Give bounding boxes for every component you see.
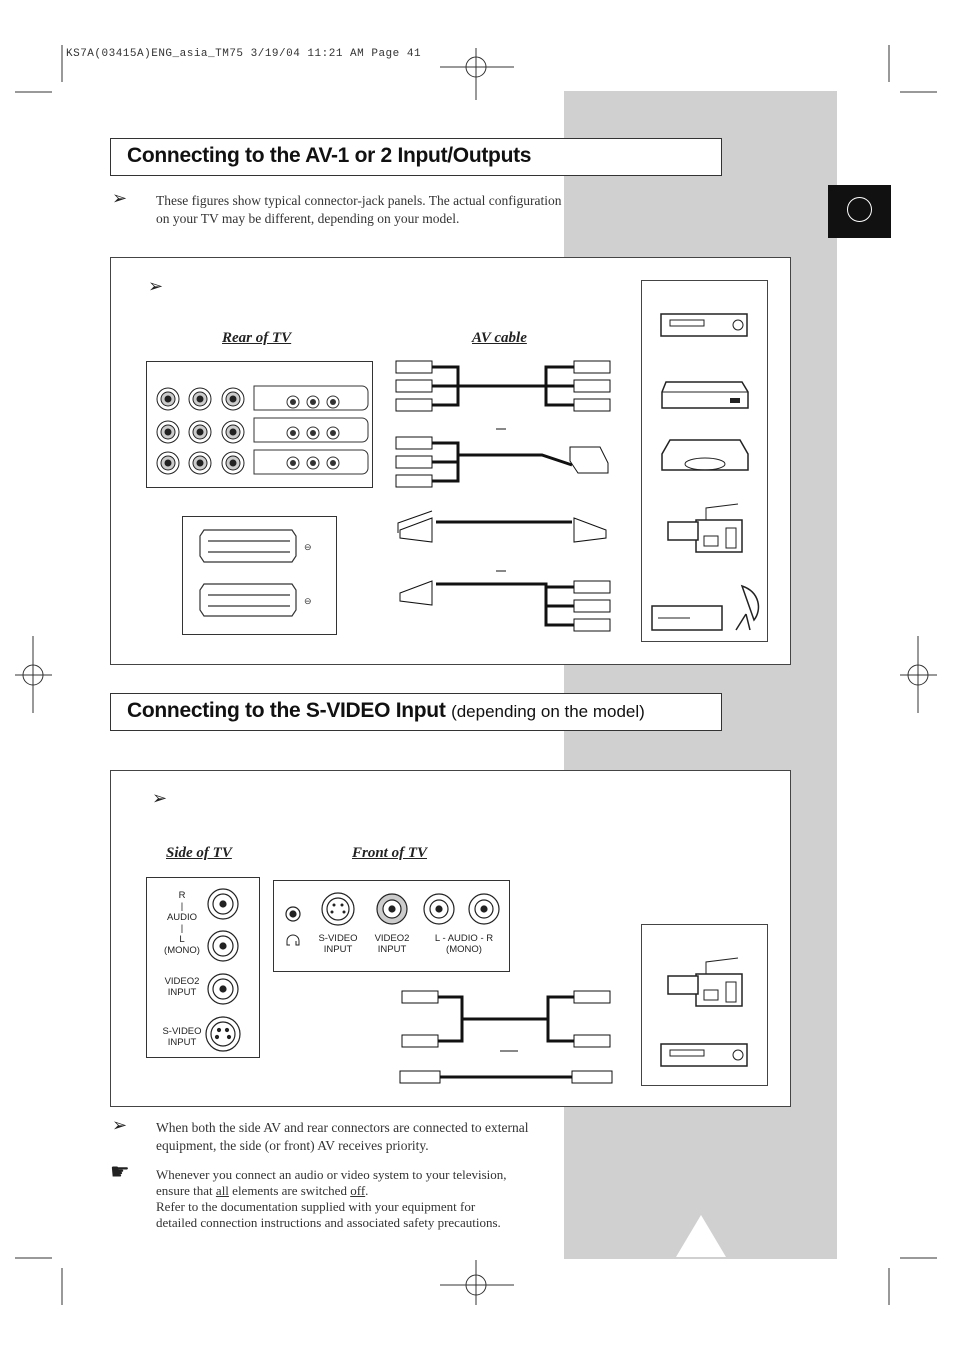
- side-sep1: |: [180, 901, 184, 912]
- side-of-tv-label: Side of TV: [166, 845, 232, 861]
- side-video2-label: [155, 976, 209, 998]
- disc-player-icon: [660, 436, 750, 472]
- section1-title: Connecting to the AV-1 or 2 Input/Outputs: [127, 144, 532, 167]
- front-audio: L - AUDIO - R: [434, 933, 494, 944]
- tip-line2-b: elements are switched: [228, 1183, 351, 1198]
- front-video2-label: [368, 933, 416, 955]
- front-of-tv-label: Front of TV: [352, 845, 428, 861]
- pointing-hand-icon: ☛: [110, 1160, 130, 1185]
- side-video2-1: VIDEO2: [164, 976, 200, 987]
- svg-text:⊖: ⊖: [304, 542, 312, 552]
- tip-all: all: [215, 1183, 229, 1198]
- section1-title-box: [110, 138, 722, 176]
- dvd-player-icon: [660, 378, 750, 412]
- side-l: L: [179, 934, 185, 945]
- rca-jack-icon: [230, 396, 236, 402]
- tip-line2-c: .: [365, 1183, 369, 1198]
- priority-note: When both the side AV and rear connectors are connected to external equipment, the side (or front) AV receives priority.: [156, 1120, 529, 1153]
- rca-jack-icon: [165, 460, 171, 466]
- tip-line3: Refer to the documentation supplied with your equipment for: [156, 1199, 476, 1214]
- tip-line1: Whenever you connect an audio or video system to your television,: [156, 1167, 507, 1182]
- side-svideo-2: INPUT: [167, 1037, 197, 1048]
- av-cable-label: AV cable: [472, 330, 527, 346]
- side-mono: (MONO): [164, 945, 200, 956]
- front-mono: (MONO): [446, 944, 482, 955]
- side-audio: AUDIO: [166, 912, 198, 923]
- front-panel: [273, 880, 510, 972]
- front-video2-2: INPUT: [377, 944, 407, 955]
- satellite-receiver-icon: [650, 580, 764, 634]
- svideo-cables-diagram: [396, 985, 618, 1089]
- camcorder2-icon: [666, 956, 746, 1010]
- side-sep2: |: [180, 923, 184, 934]
- rca-jack-icon: [197, 460, 203, 466]
- side-audio-label: [155, 890, 209, 956]
- front-svideo-2: INPUT: [323, 944, 353, 955]
- tip-off: off: [350, 1183, 366, 1198]
- rca-jack-icon: [165, 396, 171, 402]
- rear-panel-diagram: [146, 361, 374, 489]
- tab-circle-icon: [847, 197, 872, 222]
- scart-panel-diagram: [182, 516, 338, 636]
- rca-jack-icon: [165, 429, 171, 435]
- vcr2-icon: [660, 1040, 750, 1070]
- section2-title: Connecting to the S-VIDEO Input: [127, 699, 446, 722]
- panel2-arrow-icon: ➢: [152, 788, 168, 809]
- rca-jack-icon: [197, 429, 203, 435]
- tip-line2-a: ensure that: [156, 1183, 216, 1198]
- tip-line2: [156, 1183, 556, 1199]
- section1-note: These figures show typical connector-jack panels. The actual configuration on your TV may be different, depending on your model.: [156, 193, 562, 226]
- camcorder-icon: [666, 502, 746, 556]
- page-number-triangle-icon: [676, 1215, 726, 1257]
- side-video2-2: INPUT: [167, 987, 197, 998]
- side-r: R: [178, 890, 186, 901]
- side-panel: [146, 877, 260, 1058]
- rear-of-tv-label: Rear of TV: [222, 330, 292, 346]
- safety-note: [156, 1167, 556, 1231]
- rca-jack-icon: [230, 460, 236, 466]
- front-video2-1: VIDEO2: [374, 933, 410, 944]
- section2-title-box: [110, 693, 722, 731]
- front-svideo-label: [312, 933, 364, 955]
- front-audio-label: [424, 933, 504, 955]
- rca-jack-icon: [197, 396, 203, 402]
- panel1-arrow-icon: ➢: [148, 276, 164, 297]
- av-cables-diagram: [392, 355, 614, 645]
- print-header: KS7A(03415A)ENG_asia_TM75 3/19/04 11:21 AM Page 41: [66, 48, 422, 60]
- front-svideo-1: S-VIDEO: [318, 933, 358, 944]
- side-svideo-1: S-VIDEO: [162, 1026, 202, 1037]
- front-jacks-icon: [274, 881, 511, 973]
- section2-title-wrap: [127, 699, 645, 723]
- section2-title-suffix: (depending on the model): [451, 702, 645, 721]
- vcr-icon: [660, 310, 750, 340]
- svg-text:⊖: ⊖: [304, 596, 312, 606]
- side-svideo-label: [155, 1026, 209, 1048]
- tip-line4: detailed connection instructions and associated safety precautions.: [156, 1215, 501, 1230]
- note-arrow-icon: ➢: [112, 188, 128, 209]
- priority-arrow-icon: ➢: [112, 1115, 128, 1136]
- rca-jack-icon: [230, 429, 236, 435]
- language-tab: [828, 185, 891, 238]
